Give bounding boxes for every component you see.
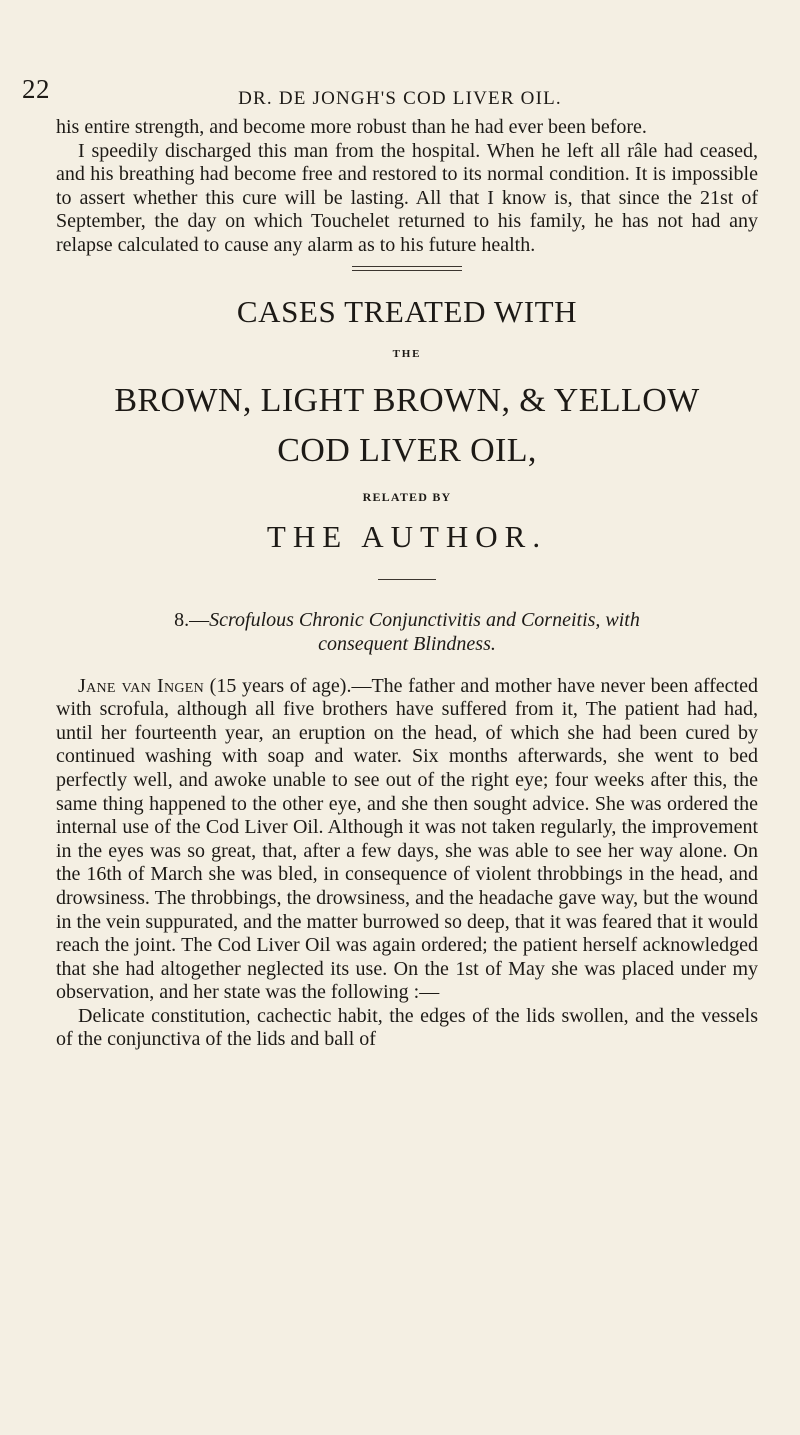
running-header: DR. DE JONGH'S COD LIVER OIL. <box>238 88 562 109</box>
case-final-paragraph: Delicate constitution, cachectic habit, the edges of the lids swollen, and the vessels of the conjunctiva of the lids and ball of <box>56 1004 758 1051</box>
section-heading-line-6: THE AUTHOR. <box>266 518 548 554</box>
section-heading-line-4: COD LIVER OIL, <box>277 431 537 469</box>
page-content <box>56 116 758 1052</box>
intro-paragraph-2: I speedily discharged this man from the hospital. When he left all râle had ceased, and his breathing had become free and restored to its normal condition. It is impossible to assert whether this cure will be lasting. All that I know is, that since the 21st of September, the day on which Touchelet returned to his family, he has not had any relapse calculated to cause any alarm as to his future health. <box>56 139 758 256</box>
section-heading-line-2: THE <box>392 347 422 360</box>
case-number: 8.— <box>174 608 210 631</box>
case-paragraph <box>56 675 758 1005</box>
case-title-text: Scrofulous Chronic Conjunctivitis and Corneitis, with <box>209 608 640 631</box>
section-heading-line-5: RELATED BY <box>362 489 452 504</box>
intro-paragraph-1: his entire strength, and become more robust than he had ever been before. <box>56 116 647 138</box>
case-subtitle: consequent Blindness. <box>318 632 496 655</box>
case-paragraph-text: (15 years of age).—The father and mother have never been affected with scrofula, although all five brothers have suffered from it, The patient had had, until her fourteenth year, an eruption on the head, of which she had been cured by continued washing with soap and water. Six months afterwards, she went to bed perfectly well, and awoke unable to see out of the right eye; four weeks after this, the same thing happened to the other eye, and she then sought advice. She was ordered the internal use of the Cod Liver Oil. Although it was not taken regularly, the improvement in the eyes was so great, that, after a few days, she was able to see her way alone. On the 16th of March she was bled, in consequence of violent throbbings in the head, and drowsiness. The throbbings, the drowsiness, and the headache gave way, but the wound in the vein suppurated, and the matter burrowed so deep, that it was feared that it would reach the joint. The Cod Liver Oil was again ordered; the patient herself acknowledged that she had altogether neglected its use. On the 1st of May she was placed under my observation, and her state was the following :— <box>56 674 759 1004</box>
section-rule <box>352 266 462 271</box>
patient-name: Jane van Ingen <box>78 674 205 697</box>
case-divider <box>378 579 436 580</box>
section-heading-line-3: BROWN, LIGHT BROWN, & YELLOW <box>114 381 700 419</box>
case-title <box>56 608 758 632</box>
page-number: 22 <box>22 74 50 104</box>
section-heading-line-1: CASES TREATED WITH <box>236 293 578 329</box>
